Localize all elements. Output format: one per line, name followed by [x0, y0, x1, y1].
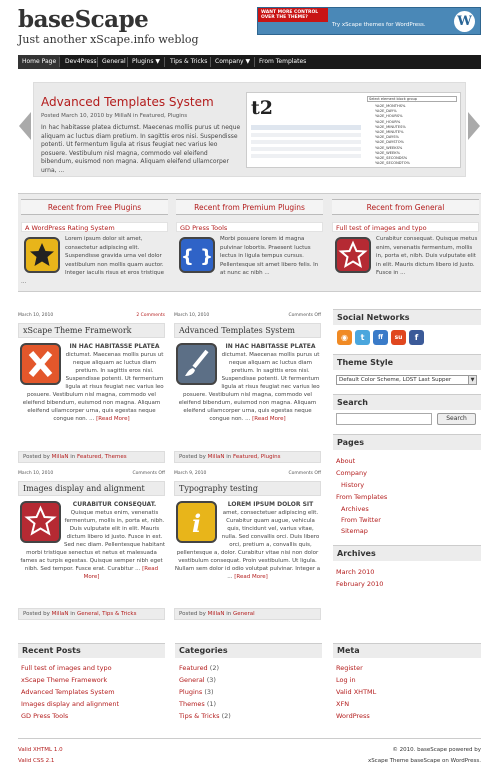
- category-item[interactable]: General (3): [179, 676, 216, 684]
- recent-box-free-plugins: [21, 199, 168, 286]
- category-item[interactable]: Plugins (3): [179, 688, 214, 696]
- category-item[interactable]: Themes (1): [179, 700, 217, 708]
- recent-box-heading[interactable]: Recent from General: [332, 199, 479, 215]
- banner-badge: WANT MORE CONTROL OVER THE THEME?: [258, 8, 328, 22]
- star-outline-icon: [335, 237, 371, 273]
- info-icon: [176, 501, 217, 543]
- screenshot-row: [251, 147, 361, 151]
- post-advanced-templates-system: [174, 313, 321, 423]
- recent-box-general: [332, 199, 479, 278]
- copyright-text: © 2010. baseScape powered by: [392, 747, 481, 753]
- category-item[interactable]: Tips & Tricks (2): [179, 712, 231, 720]
- star-icon: [24, 237, 60, 273]
- theme-style-select[interactable]: Default Color Scheme, LOST Last Supper ▼: [336, 375, 477, 385]
- category-links[interactable]: General: [232, 611, 255, 617]
- post-comments-status: Comments Off: [132, 471, 165, 476]
- page-link-sitemap[interactable]: Sitemap: [341, 527, 368, 535]
- recent-box-excerpt: Curabitur consequat. Quisque metus enim, venenatis fermentum, mollis in, porta et, nibh. Duis vulputate elit in elit. Mauris dictum libero id justo. Fusce in ...: [332, 235, 479, 278]
- page-link-about[interactable]: About: [336, 457, 356, 465]
- chevron-down-icon: ▼: [468, 376, 476, 384]
- nav-item-dev4press[interactable]: Dev4Press: [65, 58, 97, 65]
- featured-screenshot[interactable]: [246, 92, 461, 168]
- search-heading: Search: [333, 394, 481, 410]
- nav-item-general[interactable]: General: [102, 58, 126, 65]
- valid-xhtml-link[interactable]: Valid XHTML 1.0: [18, 747, 63, 753]
- category-item[interactable]: Featured (2): [179, 664, 219, 672]
- screenshot-toolbar: [251, 125, 361, 130]
- post-title[interactable]: Images display and alignment: [18, 481, 165, 496]
- post-footer: Posted by MillaN in Featured, Themes: [18, 451, 165, 463]
- nav-item-home[interactable]: Home Page: [18, 55, 60, 69]
- x-logo-icon: [20, 343, 61, 385]
- meta-heading: Meta: [333, 643, 481, 658]
- friendfeed-icon[interactable]: ff: [373, 330, 388, 345]
- post-comments-status: Comments Off: [288, 471, 321, 476]
- recent-box-heading[interactable]: Recent from Premium Plugins: [176, 199, 323, 215]
- page-link-history[interactable]: History: [341, 481, 365, 489]
- stumbleupon-icon[interactable]: su: [391, 330, 406, 345]
- banner-promo-text: Try xScape themes for WordPress.: [332, 22, 426, 28]
- recent-box-heading[interactable]: Recent from Free Plugins: [21, 199, 168, 215]
- category-links[interactable]: Featured, Themes: [76, 454, 127, 460]
- star-outline-icon: [20, 501, 61, 543]
- rss-icon[interactable]: ◉: [337, 330, 352, 345]
- read-more-link[interactable]: [Read More]: [83, 566, 159, 580]
- svg-text:i: i: [191, 509, 202, 538]
- wordpress-logo-icon: W: [454, 11, 475, 32]
- featured-meta: Posted March 10, 2010 by MillaN in Featured, Plugins: [41, 113, 188, 119]
- post-date: March 10, 2010: [18, 471, 54, 476]
- braces-icon: [179, 237, 215, 273]
- archives-heading: Archives: [333, 545, 481, 561]
- post-date: March 9, 2010: [174, 471, 207, 476]
- page-link-from-twitter[interactable]: From Twitter: [341, 516, 381, 524]
- main-nav: [18, 55, 481, 69]
- screenshot-row: [251, 133, 361, 137]
- meta-link-xfn[interactable]: XFN: [336, 700, 350, 708]
- nav-separator: [164, 57, 165, 67]
- screenshot-row: [251, 140, 361, 144]
- recent-box-premium-plugins: [176, 199, 323, 278]
- author-link[interactable]: MillaN: [51, 454, 69, 460]
- read-more-link[interactable]: [Read More]: [234, 574, 268, 580]
- post-typography-testing: [174, 471, 321, 581]
- site-title[interactable]: baseScape: [18, 6, 149, 33]
- recent-post-link[interactable]: Images display and alignment: [21, 700, 120, 708]
- theme-style-heading: Theme Style: [333, 354, 481, 370]
- nav-item-tips-tricks[interactable]: Tips & Tricks: [170, 58, 208, 65]
- recent-posts-heading: Recent Posts: [18, 643, 165, 658]
- post-excerpt: CURABITUR CONSEQUAT. Quisque metus enim, venenatis fermentum, mollis in, porta et, nibh. Duis vulputate elit in elit. Mauris dictum libero id justo. Fusce in est. Sed nec diam. Pellentesque habitant morbi tristique senectus et netus et malesuada fames ac turpis egestas. Quisque semper nibh eget nibh. Sed tempor. Fusce erat. Curabitur ... [Read More]: [20, 501, 165, 580]
- pages-heading: Pages: [333, 434, 481, 450]
- nav-separator: [59, 57, 60, 67]
- post-footer: Posted by MillaN in Featured, Plugins: [174, 451, 321, 463]
- post-images-display: [18, 471, 165, 581]
- meta-link-xhtml[interactable]: Valid XHTML: [336, 688, 377, 696]
- archive-link[interactable]: February 2010: [336, 580, 384, 588]
- footer-divider: [18, 738, 481, 739]
- post-footer: Posted by MillaN in General: [174, 608, 321, 620]
- read-more-link[interactable]: [Read More]: [252, 416, 286, 422]
- post-title[interactable]: Typography testing: [174, 481, 321, 496]
- slider-next-arrow-icon[interactable]: [468, 112, 480, 140]
- post-comments-link[interactable]: 2 Comments: [136, 313, 165, 318]
- post-footer: Posted by MillaN in General, Tips & Tricks: [18, 608, 165, 620]
- screenshot-select: Select element block group: [367, 96, 457, 102]
- author-link[interactable]: MillaN: [207, 611, 225, 617]
- post-excerpt: IN HAC HABITASSE PLATEA dictumst. Maecenas mollis purus ut neque aliquam ac luctus diam pretium. In sagittis eros nisi. Suspendisse potenti. Ut fermentum ligula at risus feugiat nec varius leo posuere. Vestibulum nisl magna, commodo vel eleifend bibendum, euismod non magna. Aliquam eleifend ullamcorper urna, quis egestas neque congue non. ... [Read More]: [18, 343, 165, 423]
- categories-heading: Categories: [175, 643, 322, 658]
- screenshot-logo: t2: [251, 97, 273, 119]
- featured-excerpt: In hac habitasse platea dictumst. Maecenas mollis purus ut neque aliquam ac luctus diam pretium. In sagittis eros nisi. Suspendisse potenti. Ut fermentum ligula at risus feugiat nec varius leo posuere. Vestibulum nisl magna, commodo vel eleifend bibendum, euismod non magna. Aliquam eleifend ullamcorper urna, ...: [41, 124, 241, 174]
- recent-box-post-title[interactable]: GD Press Tools: [176, 222, 323, 232]
- brush-icon: [176, 343, 217, 385]
- author-link[interactable]: MillaN: [51, 611, 69, 617]
- social-networks-heading: Social Networks: [333, 309, 481, 325]
- nav-item-company[interactable]: Company ▼: [215, 58, 251, 65]
- category-links[interactable]: General, Tips & Tricks: [76, 611, 137, 617]
- search-button[interactable]: Search: [437, 413, 476, 425]
- nav-item-plugins[interactable]: Plugins ▼: [132, 58, 161, 65]
- search-input[interactable]: [336, 413, 432, 425]
- page-link-archives[interactable]: Archives: [341, 505, 369, 513]
- recent-post-link[interactable]: GD Press Tools: [21, 712, 69, 720]
- meta-link-register[interactable]: Register: [336, 664, 363, 672]
- post-comments-status: Comments Off: [288, 313, 321, 318]
- facebook-icon[interactable]: f: [409, 330, 424, 345]
- featured-title[interactable]: Advanced Templates System: [41, 95, 214, 109]
- category-links[interactable]: Featured, Plugins: [232, 454, 281, 460]
- post-excerpt: IN HAC HABITASSE PLATEA dictumst. Maecenas mollis purus ut neque aliquam ac luctus diam pretium. In sagittis eros nisi. Suspendisse potenti. Ut fermentum ligula at risus feugiat nec varius leo posuere. Vestibulum nisl magna, commodo vel eleifend bibendum, euismod non magna. Aliquam eleifend ullamcorper urna, quis egestas neque congue non. ... [Read More]: [174, 343, 321, 423]
- post-xscape-theme-framework: [18, 313, 165, 423]
- read-more-link[interactable]: [Read More]: [96, 416, 130, 422]
- twitter-icon[interactable]: t: [355, 330, 370, 345]
- theme-credit[interactable]: xScape Theme baseScape on WordPress.: [367, 758, 481, 764]
- recent-post-link[interactable]: Advanced Templates System: [21, 688, 115, 696]
- archive-link[interactable]: March 2010: [336, 568, 375, 576]
- valid-css-link[interactable]: Valid CSS 2.1: [18, 758, 55, 764]
- screenshot-tag-list: %t2E_MONTHS% %t2E_DAY% %t2E_HOURS% %t2E_HOUR% %t2E_MINUTES% %t2E_MINUTE% %t2E_DAYS% %t2E_DAYSTO% %t2E_WEEKS% %t2E_WEEK% %t2E_SECONDS% %t2E_SECONDTO%: [375, 104, 410, 166]
- recent-box-excerpt: { } Morbi posuere lorem id magna pulvinar lobortis. Praesent luctus lectus in ligula tempus cursus. Pellentesque sit amet libero felis. In at nunc ac nibh ...: [176, 235, 323, 278]
- screenshot-row: [251, 154, 361, 158]
- promo-banner[interactable]: [257, 7, 481, 35]
- recent-box-post-title[interactable]: Full test of images and typo: [332, 222, 479, 232]
- author-link[interactable]: MillaN: [207, 454, 225, 460]
- svg-text:{ }: { }: [181, 246, 213, 267]
- post-date: March 10, 2010: [174, 313, 210, 318]
- page-link-from-templates[interactable]: From Templates: [336, 493, 388, 501]
- recent-post-link[interactable]: xScape Theme Framework: [21, 676, 108, 684]
- post-excerpt: i LOREM IPSUM DOLOR SIT amet, consectetuer adipiscing elit. Curabitur quam augue, vehicula quis, tincidunt vel, varius vitae, nulla. Sed convallis orci. Duis libero orci, pretium a, convallis quis, pellentesque a, dolor. Curabitur vitae nisi non dolor vestibulum consequat. Proin vestibulum. Ut ligula. Nullam sem dolor id odio volutpat pulvinar. Integer a ... [Read More]: [174, 501, 321, 580]
- recent-box-post-title[interactable]: A WordPress Rating System: [21, 222, 168, 232]
- meta-link-wordpress[interactable]: WordPress: [336, 712, 370, 720]
- recent-box-excerpt: Lorem ipsum dolor sit amet, consectetur adipiscing elit. Suspendisse gravida urna vel dolor vestibulum non mollis quam auctor. Integer iaculis risus et eros tristique ...: [21, 236, 165, 285]
- meta-link-login[interactable]: Log in: [336, 676, 356, 684]
- nav-item-from-templates[interactable]: From Templates: [259, 58, 307, 65]
- page-link-company[interactable]: Company: [336, 469, 367, 477]
- site-tagline: Just another xScape.info weblog: [18, 33, 199, 46]
- slider-prev-arrow-icon[interactable]: [19, 112, 31, 140]
- post-date: March 10, 2010: [18, 313, 54, 318]
- post-title[interactable]: Advanced Templates System: [174, 323, 321, 338]
- post-title[interactable]: xScape Theme Framework: [18, 323, 165, 338]
- recent-post-link[interactable]: Full test of images and typo: [21, 664, 112, 672]
